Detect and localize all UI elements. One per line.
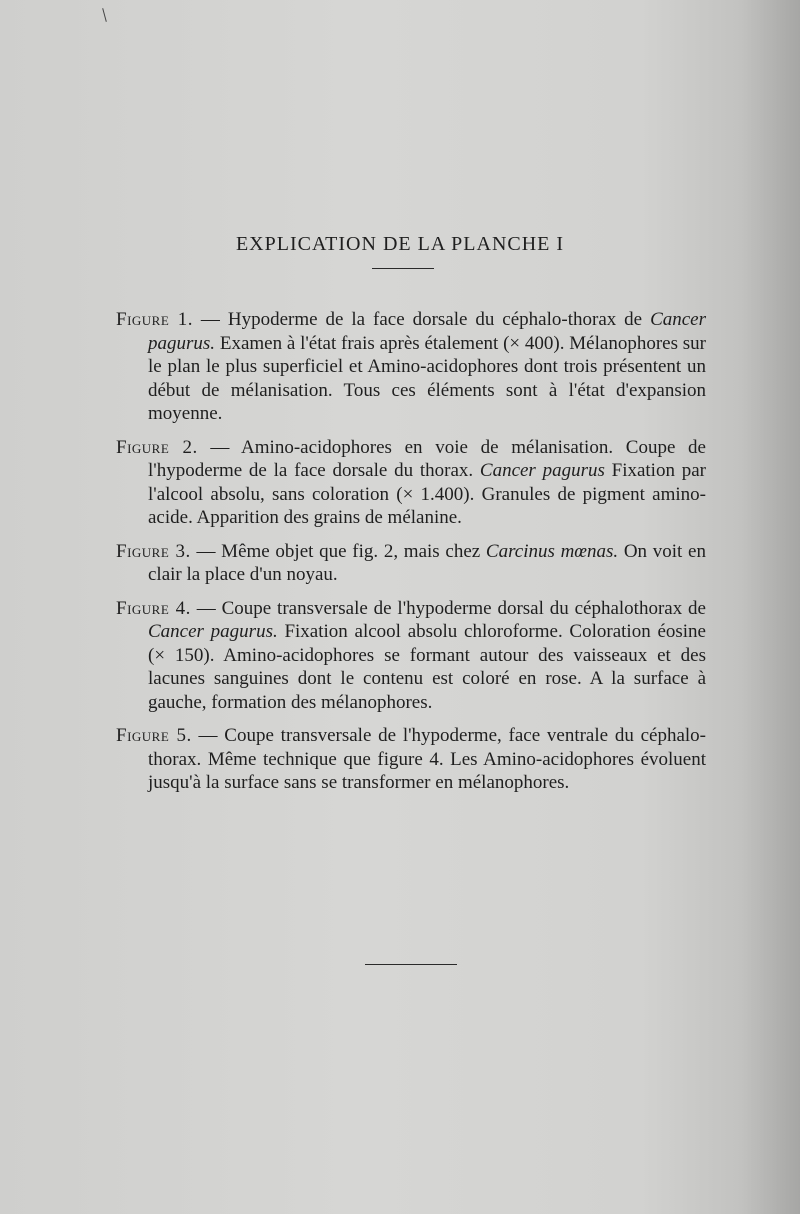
caption-text: Fixation alcool absolu chloroforme. Coloration éosine (× 150). Amino-acidophores se formant autour des vaisseaux et des lacunes sanguines dont le contenu est coloré en rose. A la surface à gauche, formation des mélanophores. [148, 621, 706, 713]
caption-text: — Coupe transversale de l'hypoderme dorsal du céphalothorax de [190, 597, 706, 619]
caption-figure-3 [116, 540, 706, 587]
caption-figure-4 [116, 597, 706, 715]
figure-label: Figure 1. [116, 309, 193, 330]
caption-text: Fixation par l'alcool absolu, sans coloration (× 1.400). Granules de pigment amino-acide. Apparition des grains de mélanine. [148, 460, 706, 528]
figure-captions [116, 308, 706, 805]
caption-text: On voit en clair la place d'un noyau. [148, 540, 706, 585]
caption-figure-5 [116, 724, 706, 795]
page-title: EXPLICATION DE LA PLANCHE I [235, 233, 565, 255]
end-divider [365, 964, 457, 965]
caption-text: — Amino-acidophores en voie de mélanisation. Coupe de l'hypoderme de la face dorsale du thorax. [148, 436, 706, 481]
scan-mark [102, 8, 107, 22]
caption-text: — Hypoderme de la face dorsale du céphalo-thorax de [192, 309, 651, 330]
figure-label: Figure 3. [116, 540, 191, 562]
title-divider [372, 268, 434, 269]
figure-label: Figure 2. [116, 436, 198, 458]
species-name: Cancer pagurus. [148, 621, 278, 642]
caption-text: Examen à l'état frais après étalement (× 400). Mélanophores sur le plan le plus superficiel et Amino-acidophores dont trois présentent un début de mélanisation. Tous ces éléments sont à l'état d'expansion moyenne. [148, 332, 706, 424]
caption-text: — Coupe transversale de l'hypoderme, face ventrale du céphalo-thorax. Même technique que figure 4. Les Amino-acidophores évoluent jusqu'à la surface sans se transformer en mélanophores. [148, 725, 706, 793]
figure-label: Figure 4. [116, 597, 191, 619]
caption-figure-1 [116, 308, 706, 426]
caption-figure-2 [116, 436, 706, 530]
species-name: Cancer pagurus. [148, 309, 706, 354]
page-edge-shadow [740, 0, 800, 1214]
species-name: Carcinus mœnas. [485, 540, 619, 562]
figure-label: Figure 5. [116, 725, 192, 746]
species-name: Cancer pagurus [479, 460, 605, 481]
caption-text: — Même objet que fig. 2, mais chez [190, 540, 486, 562]
